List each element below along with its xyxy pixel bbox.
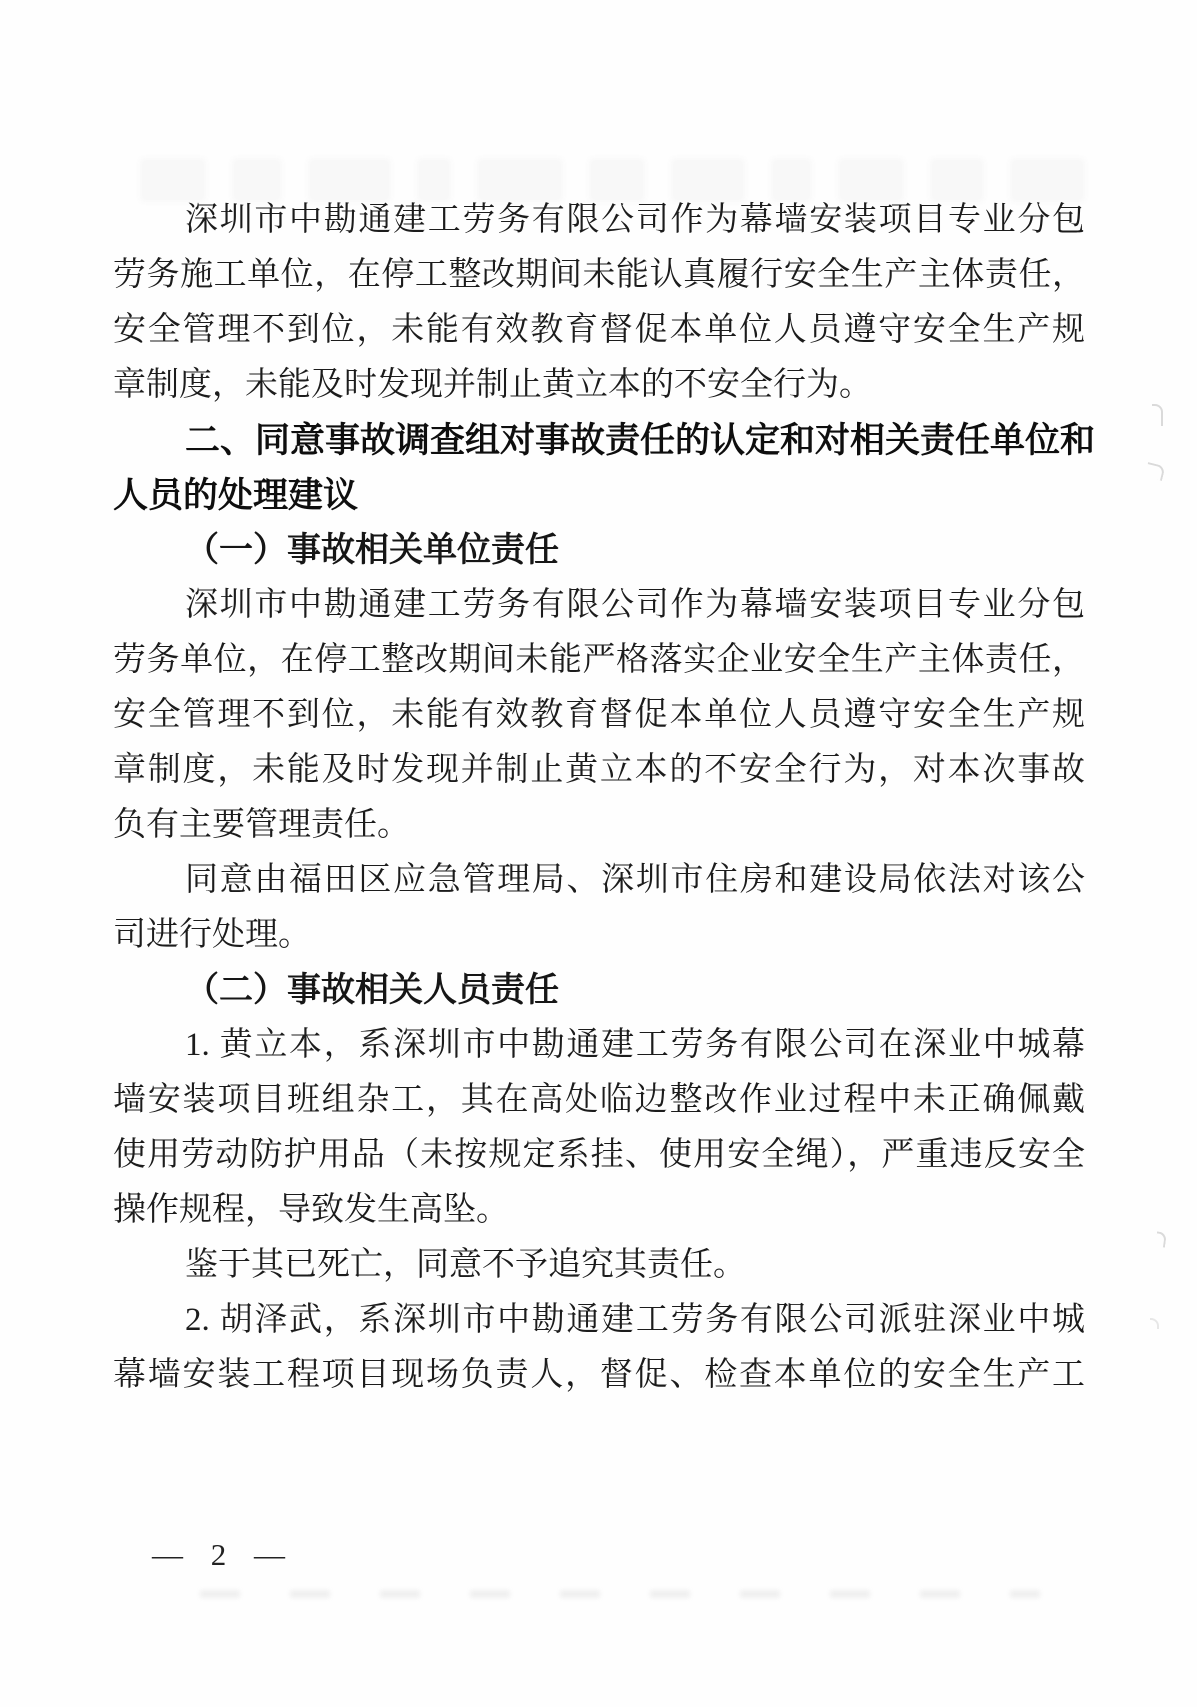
text-line: 章制度，未能及时发现并制止黄立本的不安全行为，对本次事故 <box>113 752 1085 788</box>
text-line: 安全管理不到位，未能有效教育督促本单位人员遵守安全生产规 <box>113 312 1085 348</box>
text-line: 1. 黄立本，系深圳市中勘通建工劳务有限公司在深业中城幕 <box>185 1027 1085 1063</box>
heading-line: 二、同意事故调查组对事故责任的认定和对相关责任单位和 <box>185 421 1096 460</box>
text-line: 章制度，未能及时发现并制止黄立本的不安全行为。 <box>113 367 872 403</box>
document-body <box>113 193 1096 1403</box>
scan-artifact <box>1155 1231 1167 1247</box>
text-line: 同意由福田区应急管理局、深圳市住房和建设局依法对该公 <box>185 862 1085 898</box>
text-line: 幕墙安装工程项目现场负责人，督促、检查本单位的安全生产工 <box>113 1357 1085 1393</box>
subheading-line: （二）事故相关人员责任 <box>185 972 559 1009</box>
text-line: 劳务施工单位，在停工整改期间未能认真履行安全生产主体责任， <box>113 257 1085 293</box>
text-line: 劳务单位，在停工整改期间未能严格落实企业安全生产主体责任， <box>113 642 1085 678</box>
scan-artifact <box>1152 404 1163 426</box>
section-heading <box>113 413 1096 523</box>
heading-line: 人员的处理建议 <box>113 476 359 515</box>
text-line: 安全管理不到位，未能有效教育督促本单位人员遵守安全生产规 <box>113 697 1085 733</box>
text-line: 2. 胡泽武，系深圳市中勘通建工劳务有限公司派驻深业中城 <box>185 1302 1085 1338</box>
text-line: 使用劳动防护用品（未按规定系挂、使用安全绳），严重违反安全 <box>113 1137 1085 1173</box>
subsection-heading <box>113 523 1085 578</box>
text-line: 鉴于其已死亡，同意不予追究其责任。 <box>185 1247 746 1283</box>
text-line: 深圳市中勘通建工劳务有限公司作为幕墙安装项目专业分包 <box>185 587 1085 623</box>
scan-artifact <box>1150 1318 1159 1329</box>
text-line: 负有主要管理责任。 <box>113 807 410 843</box>
scan-artifact <box>1144 462 1165 481</box>
paragraph <box>113 1238 1085 1293</box>
scan-smear <box>200 1590 1040 1598</box>
paragraph <box>113 853 1085 963</box>
text-line: 墙安装项目班组杂工，其在高处临边整改作业过程中未正确佩戴 <box>113 1082 1085 1118</box>
text-line: 司进行处理。 <box>113 917 311 953</box>
subheading-line: （一）事故相关单位责任 <box>185 532 559 569</box>
paragraph <box>113 1018 1085 1238</box>
text-line: 深圳市中勘通建工劳务有限公司作为幕墙安装项目专业分包 <box>185 202 1085 238</box>
text-line: 操作规程，导致发生高坠。 <box>113 1192 509 1228</box>
paragraph <box>113 578 1085 853</box>
subsection-heading <box>113 963 1085 1018</box>
paragraph <box>113 193 1085 413</box>
paragraph <box>113 1293 1085 1403</box>
page-number: — 2 — <box>152 1537 295 1572</box>
